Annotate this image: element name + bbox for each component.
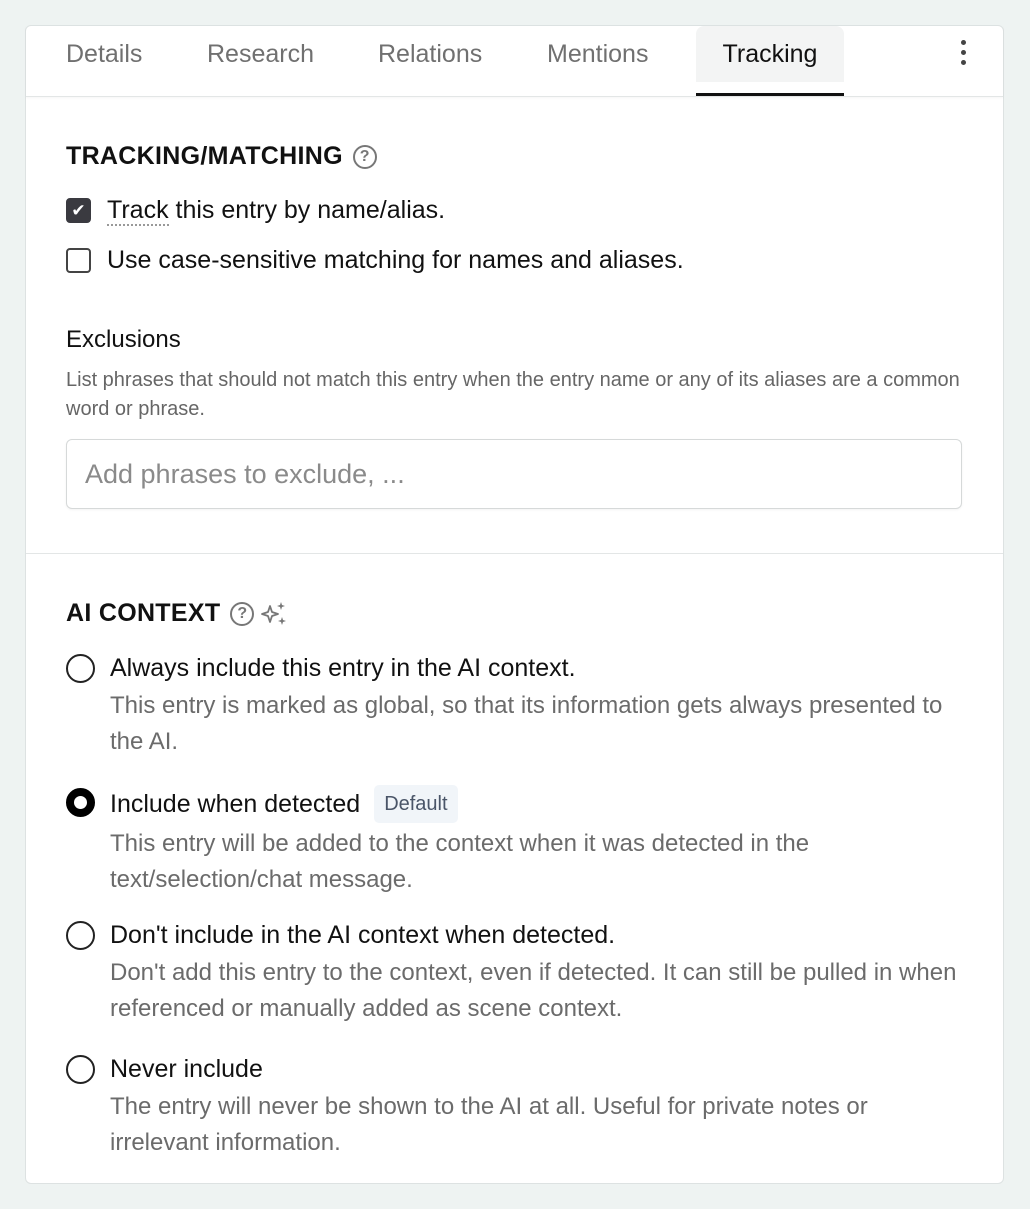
- option-description: This entry is marked as global, so that its information gets always presented to the AI.: [110, 692, 943, 755]
- track-by-name-checkbox[interactable]: [66, 196, 445, 225]
- option-description: Don't add this entry to the context, even if detected. It can still be pulled in when referenced or manually added as scene context.: [110, 959, 957, 1022]
- sparkles-icon: [260, 600, 288, 628]
- option-label: Include when detected Default: [110, 785, 966, 823]
- tab-bar: [26, 26, 1003, 97]
- option-description: The entry will never be shown to the AI at all. Useful for private notes or irrelevant information.: [110, 1093, 868, 1156]
- option-label: Always include this entry in the AI context.: [110, 654, 576, 682]
- ai-option-dont-include[interactable]: [66, 918, 966, 1027]
- tab-mentions[interactable]: Mentions: [547, 40, 649, 68]
- ai-context-section-title: [66, 599, 288, 628]
- tab-relations[interactable]: Relations: [378, 40, 483, 68]
- case-sensitive-checkbox[interactable]: [66, 246, 684, 275]
- default-badge: Default: [374, 785, 457, 823]
- radio-unselected-icon[interactable]: [66, 921, 95, 950]
- ai-context-title: AI CONTEXT: [66, 599, 221, 627]
- radio-selected-icon[interactable]: [66, 788, 95, 817]
- checkbox-checked-icon[interactable]: ✔: [66, 198, 91, 223]
- help-icon[interactable]: ?: [230, 602, 254, 626]
- tab-research[interactable]: Research: [207, 40, 314, 68]
- option-label: Don't include in the AI context when detected.: [110, 921, 616, 949]
- tracking-section-title: [66, 142, 377, 171]
- more-options-icon[interactable]: [953, 40, 973, 68]
- ai-option-always[interactable]: [66, 651, 966, 760]
- track-tooltip-term[interactable]: Track: [107, 196, 169, 224]
- radio-unselected-icon[interactable]: [66, 654, 95, 683]
- tab-tracking[interactable]: Tracking: [696, 26, 844, 82]
- ai-option-when-detected[interactable]: [66, 785, 966, 898]
- entry-panel: [25, 25, 1004, 1184]
- ai-option-never[interactable]: [66, 1052, 966, 1161]
- track-by-name-label: Track this entry by name/alias.: [107, 196, 446, 224]
- checkbox-unchecked-icon[interactable]: [66, 248, 91, 273]
- exclusions-input[interactable]: [66, 439, 962, 509]
- tracking-title: TRACKING/MATCHING: [66, 142, 343, 170]
- case-sensitive-label: Use case-sensitive matching for names and aliases.: [107, 246, 684, 274]
- tab-details[interactable]: Details: [66, 40, 143, 68]
- exclusions-title: Exclusions: [66, 326, 181, 353]
- option-label: Never include: [110, 1055, 263, 1083]
- option-description: This entry will be added to the context when it was detected in the text/selection/chat message.: [110, 830, 810, 893]
- radio-unselected-icon[interactable]: [66, 1055, 95, 1084]
- help-icon[interactable]: ?: [353, 145, 377, 169]
- exclusions-description: List phrases that should not match this entry when the entry name or any of its aliases are a common word or phrase.: [66, 369, 960, 420]
- section-divider: [26, 553, 1003, 554]
